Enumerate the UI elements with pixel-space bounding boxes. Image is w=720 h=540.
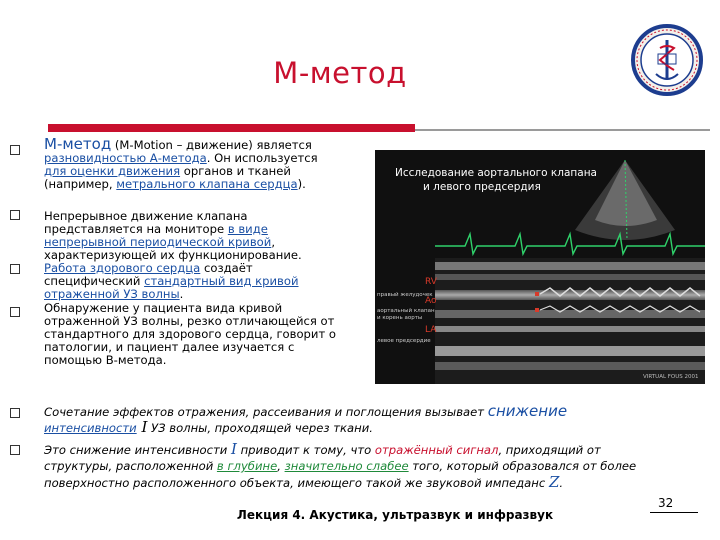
symbol-i: I bbox=[230, 440, 237, 458]
slide-footer: Лекция 4. Акустика, ультразвук и инфразвук bbox=[236, 508, 554, 522]
text: является bbox=[252, 138, 312, 152]
term-depth: в глубине bbox=[216, 459, 278, 473]
term-as: в виде bbox=[227, 222, 268, 236]
bullet-4-text bbox=[44, 302, 374, 367]
text: , приходящий от bbox=[498, 443, 601, 457]
term-standard-curve: стандартный вид кривой bbox=[144, 274, 299, 288]
label-ao: Ao bbox=[425, 296, 437, 306]
bullet-6-text bbox=[44, 441, 708, 491]
page-number-rule bbox=[650, 512, 698, 513]
title-accent-bar bbox=[48, 124, 415, 132]
bullet-2-text bbox=[44, 210, 366, 262]
label-ao-desc2: и корень аорты bbox=[377, 315, 423, 321]
label-rv-desc: правый желудочек bbox=[377, 292, 433, 298]
text: , bbox=[277, 459, 285, 473]
text: , bbox=[271, 235, 275, 249]
text: Это снижение интенсивности bbox=[44, 443, 231, 457]
text: характеризующей их функционирование. bbox=[44, 248, 302, 262]
term-mitral-valve: метрального клапана сердца bbox=[116, 177, 298, 191]
text: специфический bbox=[44, 274, 145, 288]
label-la-desc: левое предсердие bbox=[377, 338, 431, 344]
text: патологии, и пациент далее изучается с bbox=[44, 340, 295, 354]
label-rv: RV bbox=[425, 277, 437, 287]
bullet-3-text bbox=[44, 262, 366, 301]
text: того, который образовался от более bbox=[408, 459, 637, 473]
text: УЗ волны, проходящей через ткани. bbox=[147, 421, 373, 435]
slide-title: М-метод bbox=[273, 56, 407, 90]
bullet-1-text bbox=[44, 135, 366, 191]
text: структуры, расположенной bbox=[44, 459, 217, 473]
text: приводит к тому, что bbox=[236, 443, 375, 457]
text: (например, bbox=[44, 177, 117, 191]
bullet-marker bbox=[10, 307, 20, 317]
image-watermark: VIRTUAL FOUS 2001 bbox=[643, 374, 699, 380]
bullet-marker bbox=[10, 210, 20, 220]
text: отраженной УЗ волны, резко отличающейся от bbox=[44, 314, 335, 328]
page-number: 32 bbox=[658, 496, 674, 510]
term-reflected-signal: отражённый сигнал bbox=[374, 443, 499, 457]
bullet-marker bbox=[10, 145, 20, 155]
text: органов и тканей bbox=[180, 164, 291, 178]
text: . bbox=[179, 287, 184, 301]
term-a-method: разновидностью А-метода bbox=[44, 151, 207, 165]
term-m-method: М-метод bbox=[44, 135, 112, 153]
term-reflected-wave: отраженной УЗ волны bbox=[44, 287, 180, 301]
bullet-marker bbox=[10, 445, 20, 455]
text: создаёт bbox=[200, 261, 253, 275]
label-ao-desc1: аортальный клапан bbox=[377, 308, 435, 314]
text: помощью B-метода. bbox=[44, 353, 167, 367]
bullet-marker bbox=[10, 264, 20, 274]
term-periodic-curve: непрерывной периодической кривой bbox=[44, 235, 272, 249]
text: стандартного для здорового сердца, говорит о bbox=[44, 327, 336, 341]
text: . Он используется bbox=[206, 151, 318, 165]
text: Непрерывное движение клапана bbox=[44, 209, 248, 223]
label-la: LA bbox=[425, 325, 437, 335]
term-reduction: снижение bbox=[487, 402, 568, 420]
image-caption-line2: и левого предсердия bbox=[423, 181, 541, 193]
term-much-weaker: значительно слабее bbox=[284, 459, 409, 473]
image-caption-line1: Исследование аортального клапана bbox=[395, 167, 597, 179]
text: . bbox=[559, 476, 564, 490]
symbol-z: Z bbox=[548, 473, 560, 491]
ultrasound-m-mode-image bbox=[375, 150, 705, 384]
text: (M-Motion – движение) bbox=[111, 138, 253, 152]
text: представляется на мониторе bbox=[44, 222, 228, 236]
bullet-5-text bbox=[44, 404, 684, 436]
text: поверхностно расположенного объекта, имеющего такой же звуковой импеданс bbox=[44, 476, 549, 490]
text: ). bbox=[297, 177, 306, 191]
bullet-marker bbox=[10, 408, 20, 418]
term-intensity: интенсивности bbox=[44, 421, 137, 435]
term-healthy-heart: Работа здорового сердца bbox=[44, 261, 201, 275]
text: Обнаружение у пациента вида кривой bbox=[44, 301, 283, 315]
symbol-i: I bbox=[136, 418, 148, 436]
term-motion-assessment: для оценки движения bbox=[44, 164, 181, 178]
text: Сочетание эффектов отражения, рассеивания и поглощения вызывает bbox=[44, 405, 488, 419]
